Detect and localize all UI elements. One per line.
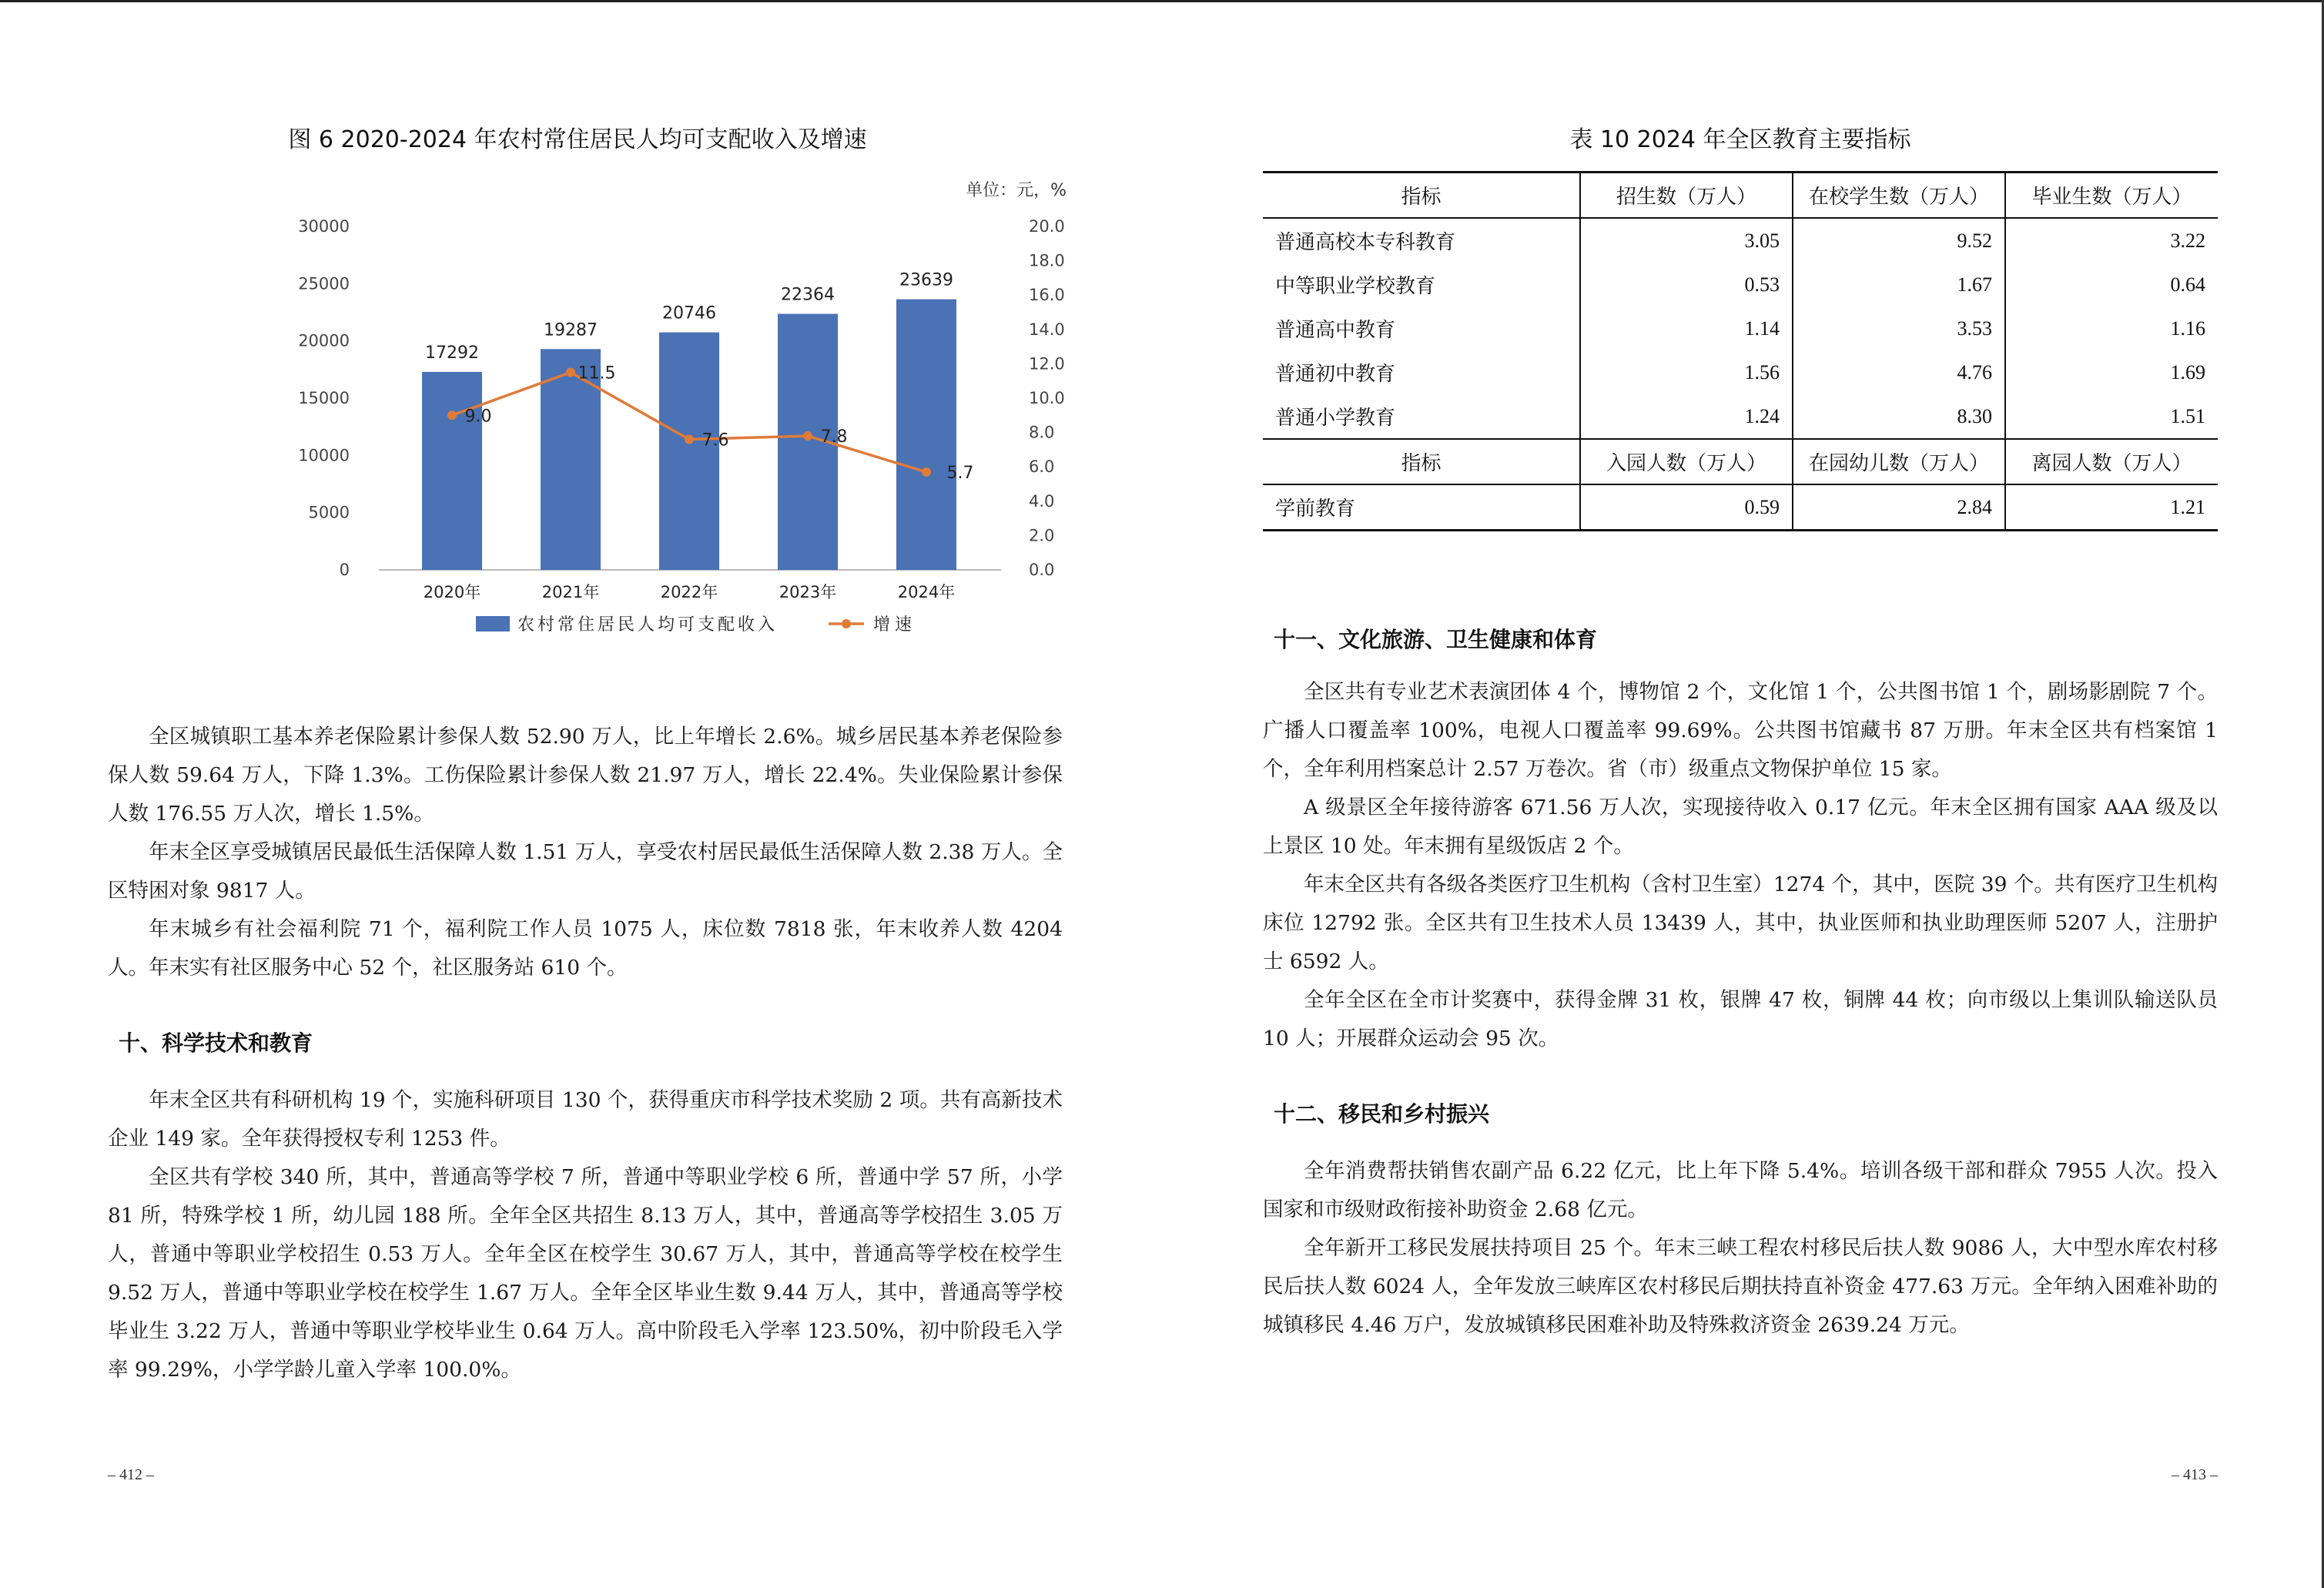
paragraph: 年末全区共有科研机构 19 个，实施科研项目 130 个，获得重庆市科学技术奖励 2 项。共有高新技术企业 149 家。全年获得授权专利 1253 件。: [108, 1088, 1063, 1151]
left-axis-tick: 20000: [298, 331, 350, 350]
table-row: [1263, 394, 2218, 439]
row-label: 普通高中教育: [1275, 319, 1396, 342]
x-axis-label: 2023年: [779, 583, 837, 601]
growth-label: 7.8: [820, 427, 848, 447]
section-heading: 十二、移民和乡村振兴: [1274, 1101, 1490, 1127]
legend-line-label: 增速: [873, 615, 917, 635]
column-header: 指标: [1263, 173, 1580, 219]
growth-label: 7.6: [702, 431, 729, 451]
table-header-row: [1263, 439, 2218, 484]
paragraph: 全区共有专业艺术表演团体 4 个，博物馆 2 个，文化馆 1 个，公共图书馆 1 个，剧场影剧院 7 个。广播人口覆盖率 100%，电视人口覆盖率 99.69%。公共图书馆藏书 87 万册。年末全区共有档案馆 1 个，全年利用档案总计 2.57 万卷次。省（市）级重点文物保护单位 15 家。: [1263, 680, 2218, 781]
section-heading: 十、科学技术和教育: [119, 1030, 313, 1056]
paragraph: 全年全区在全市计奖赛中，获得金牌 31 枚，银牌 47 枚，铜牌 44 枚；向市级以上集训队输送队员 10 人；开展群众运动会 95 次。: [1263, 988, 2218, 1050]
section-heading: 十一、文化旅游、卫生健康和体育: [1274, 627, 1598, 652]
left-body: [108, 718, 1063, 1389]
x-axis-label: 2022年: [660, 583, 718, 601]
row-label: 普通高校本专科教育: [1275, 231, 1456, 254]
paragraph: 全区共有学校 340 所，其中，普通高等学校 7 所，普通中等职业学校 6 所，普通中学 57 所，小学 81 所，特殊学校 1 所，幼儿园 188 所。全年全区共招生 8.13 万人，其中，普通高等学校招生 3.05 万人，普通中等职业学校招生 0.53 万人。全年全区在校学生 30.67 万人，其中，普通高等学校在校学生 9.52 万人，普通中等职业学校在校学生 1.67 万人。全年全区毕业生数 9.44 万人，其中，普通高等学校毕业生 3.22 万人，普通中等职业学校毕业生 0.64 万人。高中阶段毛入学率 123.50%，初中阶段毛入学率 99.29%，小学学龄儿童入学率 100.0%。: [108, 1165, 1063, 1382]
paragraph: A 级景区全年接待游客 671.56 万人次，实现接待收入 0.17 亿元。年末全区拥有国家 AAA 级及以上景区 10 处。年末拥有星级饭店 2 个。: [1263, 796, 2218, 858]
cell: 1.69: [2005, 350, 2218, 394]
growth-label: 9.0: [464, 407, 492, 427]
right-axis-tick: 10.0: [1029, 389, 1065, 407]
bar-label: 22364: [781, 285, 835, 305]
bar-label: 20746: [662, 303, 716, 323]
row-label: 中等职业学校教育: [1275, 275, 1436, 298]
education-table: [1263, 171, 2218, 531]
table-title: 表 10 2024 年全区教育主要指标: [1569, 126, 1911, 153]
table-header-row: [1263, 173, 2218, 219]
legend-bar-swatch: [476, 616, 510, 632]
unit-label: 单位：元，%: [966, 181, 1067, 200]
cell: 9.52: [1793, 218, 2005, 263]
right-axis-tick: 20.0: [1029, 217, 1065, 236]
paragraph: 年末城乡有社会福利院 71 个，福利院工作人员 1075 人，床位数 7818 张，年末收养人数 4204 人。年末实有社区服务中心 52 个，社区服务站 610 个。: [108, 917, 1063, 980]
right-axis-tick: 2.0: [1029, 526, 1055, 545]
left-axis-tick: 15000: [298, 389, 350, 407]
cell: 3.22: [2005, 218, 2218, 263]
right-axis-tick: 0.0: [1029, 561, 1055, 579]
column-header: 指标: [1263, 439, 1580, 484]
x-axis-label: 2020年: [423, 583, 481, 601]
bar-label: 19287: [544, 320, 598, 340]
left-axis-tick: 30000: [298, 217, 350, 236]
legend-line-marker: [842, 619, 851, 628]
growth-label: 11.5: [578, 363, 616, 384]
column-header: 在校学生数（万人）: [1793, 173, 2005, 219]
x-axis-label: 2024年: [897, 583, 956, 601]
cell: 1.24: [1580, 394, 1793, 439]
figure-title: 图 6 2020-2024 年农村常住居民人均可支配收入及增速: [288, 126, 867, 153]
row-label: 普通小学教育: [1275, 407, 1396, 430]
left-page: [108, 0, 1067, 1588]
right-axis-tick: 6.0: [1029, 457, 1055, 477]
row-label: 学前教育: [1263, 484, 1580, 531]
bar: [422, 372, 482, 570]
cell: 1.16: [2005, 307, 2218, 350]
right-axis-tick: 14.0: [1029, 320, 1065, 339]
column-header: 入园人数（万人）: [1580, 439, 1793, 484]
cell: 2.84: [1793, 484, 2005, 531]
cell: 0.59: [1580, 484, 1793, 531]
right-page: [1263, 0, 2218, 1588]
left-axis-tick: 0: [339, 561, 350, 579]
cell: 1.21: [2005, 484, 2218, 531]
left-axis-tick: 10000: [298, 446, 350, 465]
growth-point: [803, 431, 812, 441]
cell: 1.67: [1793, 263, 2005, 307]
cell: 3.05: [1580, 218, 1793, 263]
legend-bar-label: 农村常住居民人均可支配收入: [517, 615, 779, 635]
paragraph: 全年消费帮扶销售农副产品 6.22 亿元，比上年下降 5.4%。培训各级干部和群众 7955 人次。投入国家和市级财政衔接补助资金 2.68 亿元。: [1263, 1159, 2218, 1221]
cell: 0.53: [1580, 263, 1793, 307]
bar: [659, 333, 719, 570]
cell: 1.51: [2005, 394, 2218, 439]
growth-label: 5.7: [946, 463, 974, 483]
column-header: 招生数（万人）: [1580, 173, 1793, 219]
page-number: – 412 –: [108, 1466, 154, 1483]
x-axis-label: 2021年: [541, 583, 600, 601]
page-number: – 413 –: [2172, 1466, 2218, 1483]
cell: 4.76: [1793, 350, 2005, 394]
right-axis-tick: 4.0: [1029, 491, 1055, 511]
bar-label: 17292: [425, 343, 479, 363]
cell: 1.14: [1580, 307, 1793, 350]
table-row: [1263, 484, 2218, 531]
table-row: [1263, 350, 2218, 394]
cell: 1.56: [1580, 350, 1793, 394]
bar-label: 23639: [899, 270, 953, 290]
paragraph: 年末全区享受城镇居民最低生活保障人数 1.51 万人，享受农村居民最低生活保障人数 2.38 万人。全区特困对象 9817 人。: [108, 840, 1063, 903]
paragraph: 全区城镇职工基本养老保险累计参保人数 52.90 万人，比上年增长 2.6%。城乡居民基本养老保险参保人数 59.64 万人，下降 1.3%。工伤保险累计参保人数 21.97 万人，增长 22.4%。失业保险累计参保人数 176.55 万人次，增长 1.5%。: [108, 725, 1063, 826]
paragraph: 全年新开工移民发展扶持项目 25 个。年末三峡工程农村移民后扶人数 9086 人，大中型水库农村移民后扶人数 6024 人，全年发放三峡库区农村移民后期扶持直补资金 477.63 万元。全年纳入困难补助的城镇移民 4.46 万户，发放城镇移民困难补助及特殊救济资金 2639.24 万元。: [1263, 1236, 2218, 1337]
row-label: 普通初中教育: [1275, 363, 1396, 386]
growth-point: [447, 410, 457, 420]
left-axis-tick: 5000: [308, 503, 350, 522]
right-axis-tick: 8.0: [1029, 423, 1055, 442]
right-axis-tick: 12.0: [1029, 354, 1065, 374]
table-row: [1263, 263, 2218, 307]
cell: 0.64: [2005, 263, 2218, 307]
paragraph: 年末全区共有各级各类医疗卫生机构（含村卫生室）1274 个，其中，医院 39 个。共有医疗卫生机构床位 12792 张。全区共有卫生技术人员 13439 人，其中，执业医师和执业助理医师 5207 人，注册护士 6592 人。: [1263, 873, 2218, 973]
right-axis-tick: 16.0: [1029, 286, 1065, 305]
growth-point: [922, 467, 931, 477]
growth-point: [566, 368, 575, 377]
income-chart: [193, 169, 1086, 662]
growth-point: [685, 435, 694, 444]
cell: 3.53: [1793, 307, 2005, 350]
cell: 8.30: [1793, 394, 2005, 439]
right-axis-tick: 18.0: [1029, 251, 1065, 270]
table-row: [1263, 218, 2218, 263]
column-header: 毕业生数（万人）: [2005, 173, 2218, 219]
left-axis-tick: 25000: [298, 274, 350, 293]
bar: [896, 300, 956, 570]
column-header: 离园人数（万人）: [2005, 439, 2218, 484]
table-row: [1263, 307, 2218, 350]
right-body: [1263, 621, 2218, 1345]
column-header: 在园幼儿数（万人）: [1793, 439, 2005, 484]
